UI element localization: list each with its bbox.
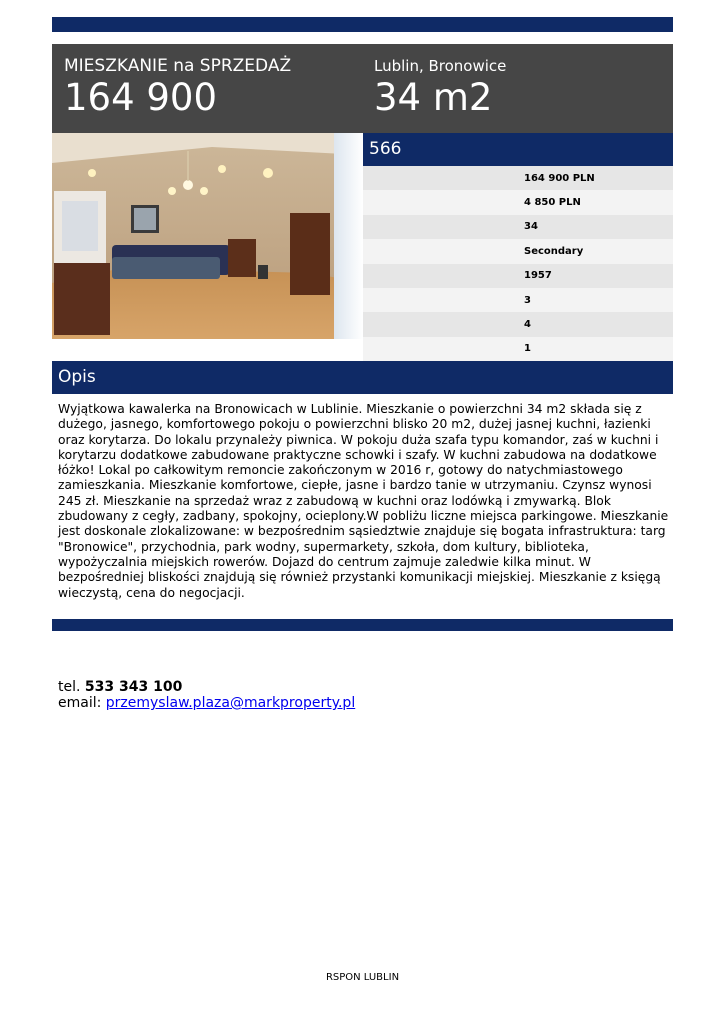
detail-value: 1 [524,343,531,355]
contact-info [58,679,355,711]
phone-number: 533 343 100 [84,679,183,695]
header-right [374,56,506,120]
phone-label: tel. [58,679,81,695]
details-row [363,166,673,190]
email-link[interactable]: przemyslaw.plaza@markproperty.pl [105,695,356,711]
offer-type: MIESZKANIE na SPRZEDAŻ [64,56,292,76]
detail-value: 4 [524,319,531,331]
detail-value: Secondary [524,245,584,257]
detail-value: 34 [524,221,538,233]
detail-value: 1957 [524,270,552,282]
details-table [363,166,673,361]
details-row [363,215,673,239]
detail-value: 3 [524,294,531,306]
bottom-divider-bar [52,619,673,631]
living-room-photo-drawing [52,133,363,339]
area: 34 m2 [374,76,493,119]
email-label: email: [58,695,102,711]
location: Lublin, Bronowice [374,57,507,75]
detail-value: 4 850 PLN [524,197,581,209]
email-line [58,695,355,711]
listing-header [52,44,673,133]
details-row [363,239,673,263]
living-room-photo [52,133,363,339]
description-heading: Opis [52,361,673,394]
listing-id-bar: 566 [363,133,673,166]
header-left [64,56,291,120]
detail-value: 164 900 PLN [524,172,595,184]
top-divider-bar [52,17,673,32]
details-row [363,288,673,312]
details-row [363,337,673,361]
details-row [363,312,673,336]
details-row [363,264,673,288]
details-row [363,190,673,214]
description-text: Wyjątkowa kawalerka na Bronowicach w Lublinie. Mieszkanie o powierzchni 34 m2 składa się z dużego, jasnego, komfortowego pokoju o powierzchni blisko 20 m2, dużej jasnej kuchni, łazienki oraz korytarza. Do lokalu przynależy piwnica. W pokoju duża szafa typu komandor, zaś w kuchni i korytarzu dodatkowe zabudowane praktyczne schowki i szafy. W kuchni zabudowa na dodatkowe łóżko! Lokal po całkowitym remoncie zakończonym w 2016 r, gotowy do natychmiastowego zamieszkania. Mieszkanie komfortowe, ciepłe, jasne i bardzo tanie w utrzymaniu. Czynsz wynosi 245 zł. Mieszkanie na sprzedaż wraz z zabudową w kuchni oraz lodówką i zmywarką. Blok zbudowany z cegły, zadbany, spokojny, ocieplony.W pobliżu liczne miejsca parkingowe. Mieszkanie jest doskonale zlokalizowane: w bezpośrednim sąsiedztwie znajduje się bogata infrastruktura: targ "Bronowice", przychodnia, park wodny, supermarkety, szkoła, dom kultury, biblioteka, wypożyczalnia miejskich rowerów. Dojazd do centrum zajmuje zaledwie kilka minut. W bezpośredniej bliskości znajdują się również przystanki komunikacji miejskiej. Mieszkanie z księgą wieczystą, cena do negocjacji. [58,402,669,600]
footer-text: RSPON LUBLIN [325,972,400,983]
price: 164 900 [64,76,218,119]
phone-line [58,679,355,695]
